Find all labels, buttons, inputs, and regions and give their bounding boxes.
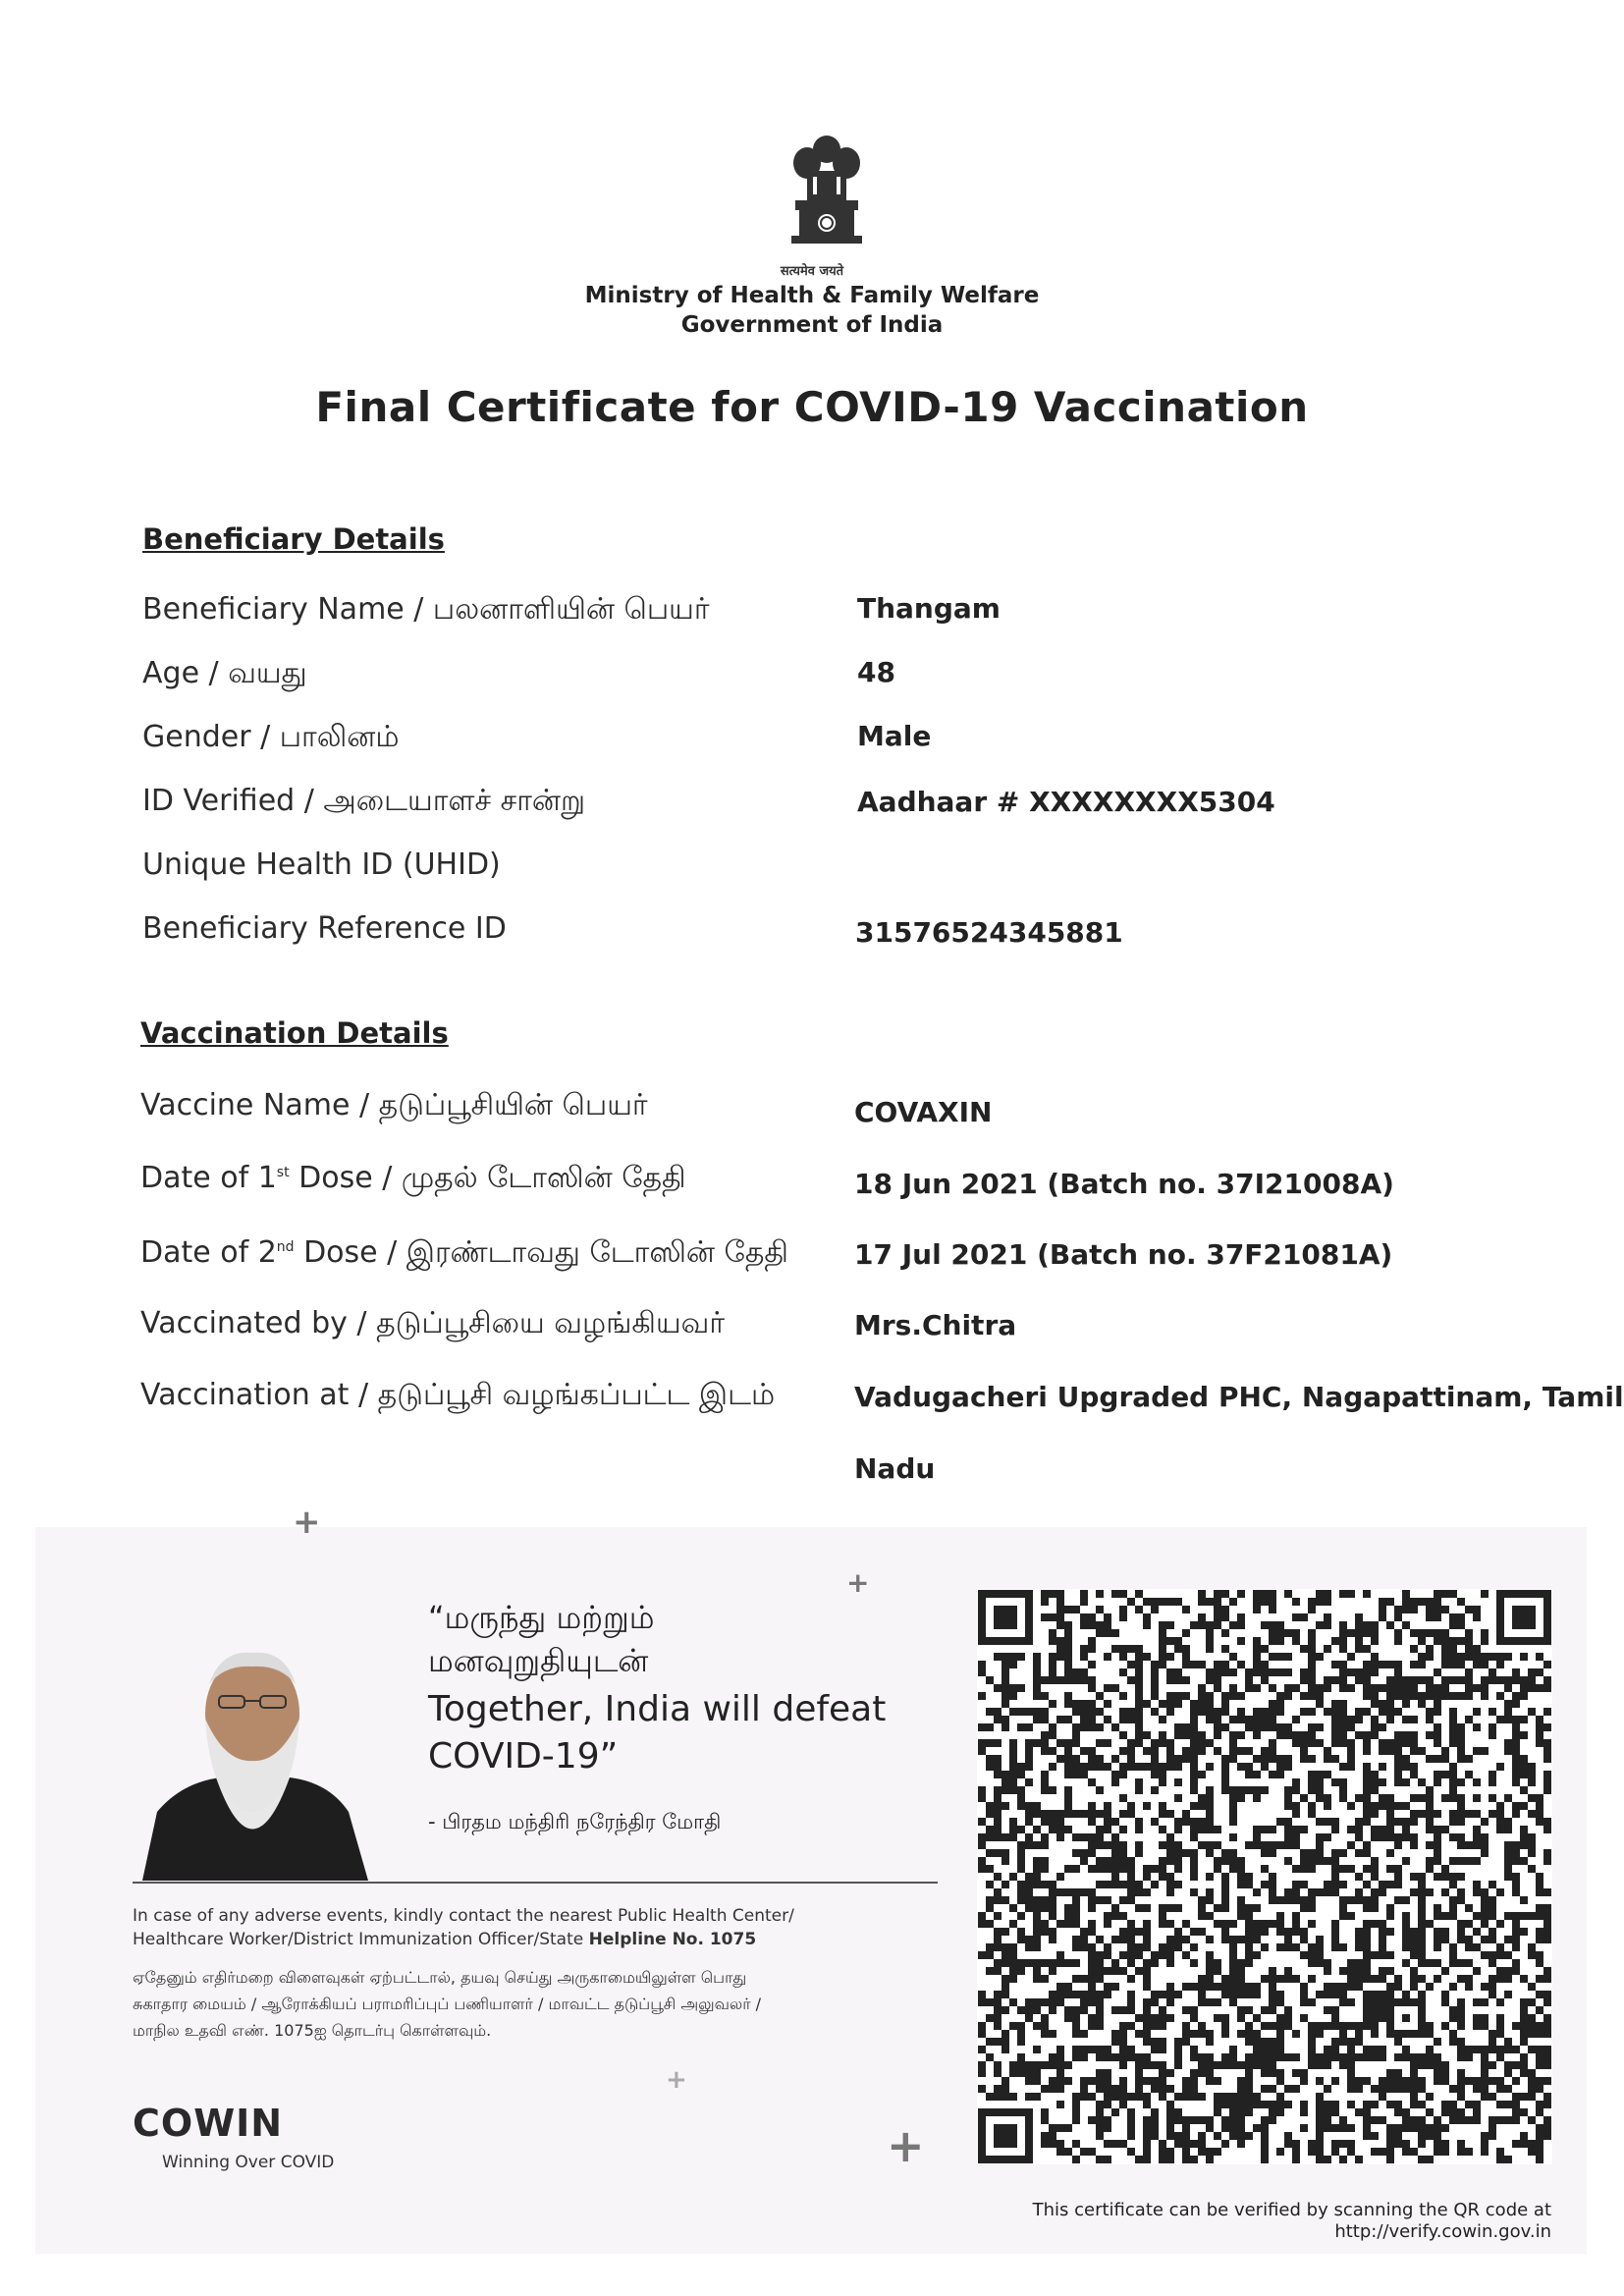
notice-english-line2: Healthcare Worker/District Immunization Officer/State Helpline No. 1075	[133, 1930, 757, 1949]
dose1-label: Date of 1st Dose / முதல் டோஸின் தேதி	[140, 1161, 686, 1195]
vaccine-name-label: Vaccine Name / தடுப்பூசியின் பெயர்	[140, 1088, 648, 1122]
plus-decoration-icon: +	[293, 1503, 321, 1542]
plus-decoration-icon: +	[666, 2065, 687, 2095]
quote-attribution: - பிரதம மந்திரி நரேந்திர மோதி	[428, 1810, 722, 1833]
uhid-label: Unique Health ID (UHID)	[142, 847, 501, 882]
notice-tamil-line1: ஏதேனும் எதிர்மறை விளைவுகள் ஏற்பட்டால், தயவு செய்து அருகாமையிலுள்ள பொது	[133, 1968, 747, 1987]
beneficiary-name-label: Beneficiary Name / பலனாளியின் பெயர்	[142, 592, 710, 627]
vaccination-at-value-line2: Nadu	[854, 1452, 936, 1485]
notice-tamil-line2: சுகாதார மையம் / ஆரோக்கியப் பராமரிப்புப் பணியாளர் / மாவட்ட தடுப்பூசி அலுவலர் /	[133, 1995, 762, 2013]
vaccination-details-heading: Vaccination Details	[140, 1016, 449, 1050]
id-verified-label: ID Verified / அடையாளச் சான்று	[142, 784, 586, 818]
plus-decoration-icon: +	[887, 2119, 925, 2172]
reference-id-value: 31576524345881	[855, 916, 1123, 949]
dose2-label: Date of 2nd Dose / இரண்டாவது டோஸின் தேதி	[140, 1235, 788, 1270]
vaccinated-by-label: Vaccinated by / தடுப்பூசியை வழங்கியவர்	[140, 1306, 726, 1340]
emblem-motto: सत्यमेव जयते	[780, 264, 844, 279]
government-name: Government of India	[680, 312, 944, 338]
age-value: 48	[857, 656, 895, 688]
dose1-value: 18 Jun 2021 (Batch no. 37I21008A)	[854, 1168, 1394, 1200]
age-label: Age / வயது	[142, 656, 307, 690]
footer-divider	[133, 1882, 938, 1884]
vaccination-at-value-line1: Vadugacheri Upgraded PHC, Nagapattinam, Tamil	[854, 1381, 1624, 1413]
verify-note-line1: This certificate can be verified by scanning the QR code at	[1032, 2200, 1551, 2220]
dose2-value: 17 Jul 2021 (Batch no. 37F21081A)	[854, 1238, 1393, 1271]
id-verified-value: Aadhaar # XXXXXXXX5304	[857, 786, 1275, 818]
vaccination-at-label: Vaccination at / தடுப்பூசி வழங்கப்பட்ட இடம்	[140, 1378, 776, 1412]
notice-tamil-line3: மாநில உதவி எண். 1075ஐ தொடர்பு கொள்ளவும்.	[133, 2021, 492, 2040]
beneficiary-details-heading: Beneficiary Details	[142, 522, 445, 556]
quote-english-line2: COVID-19”	[428, 1736, 619, 1777]
cowin-tagline: Winning Over COVID	[162, 2153, 335, 2172]
reference-id-label: Beneficiary Reference ID	[142, 911, 507, 946]
gender-label: Gender / பாலினம்	[142, 720, 400, 754]
qr-code-icon	[977, 1589, 1552, 2164]
certificate-title: Final Certificate for COVID-19 Vaccination	[315, 383, 1309, 431]
beneficiary-name-value: Thangam	[857, 592, 1001, 625]
vaccinated-by-value: Mrs.Chitra	[854, 1309, 1017, 1341]
national-emblem-icon	[778, 128, 876, 275]
quote-tamil-line2: மனவுறுதியுடன்	[428, 1642, 649, 1679]
verify-url: http://verify.cowin.gov.in	[1334, 2221, 1551, 2242]
cowin-logo: COWIN	[133, 2102, 284, 2145]
prime-minister-photo	[133, 1635, 373, 1881]
ministry-name: Ministry of Health & Family Welfare	[584, 283, 1040, 308]
vaccine-name-value: COVAXIN	[854, 1096, 993, 1128]
quote-tamil-line1: “மருந்து மற்றும்	[428, 1599, 655, 1636]
gender-value: Male	[857, 720, 932, 752]
helpline-number: Helpline No. 1075	[588, 1930, 757, 1949]
quote-english-line1: Together, India will defeat	[428, 1689, 887, 1729]
plus-decoration-icon: +	[846, 1566, 870, 1599]
notice-english-line1: In case of any adverse events, kindly contact the nearest Public Health Center/	[133, 1906, 794, 1926]
